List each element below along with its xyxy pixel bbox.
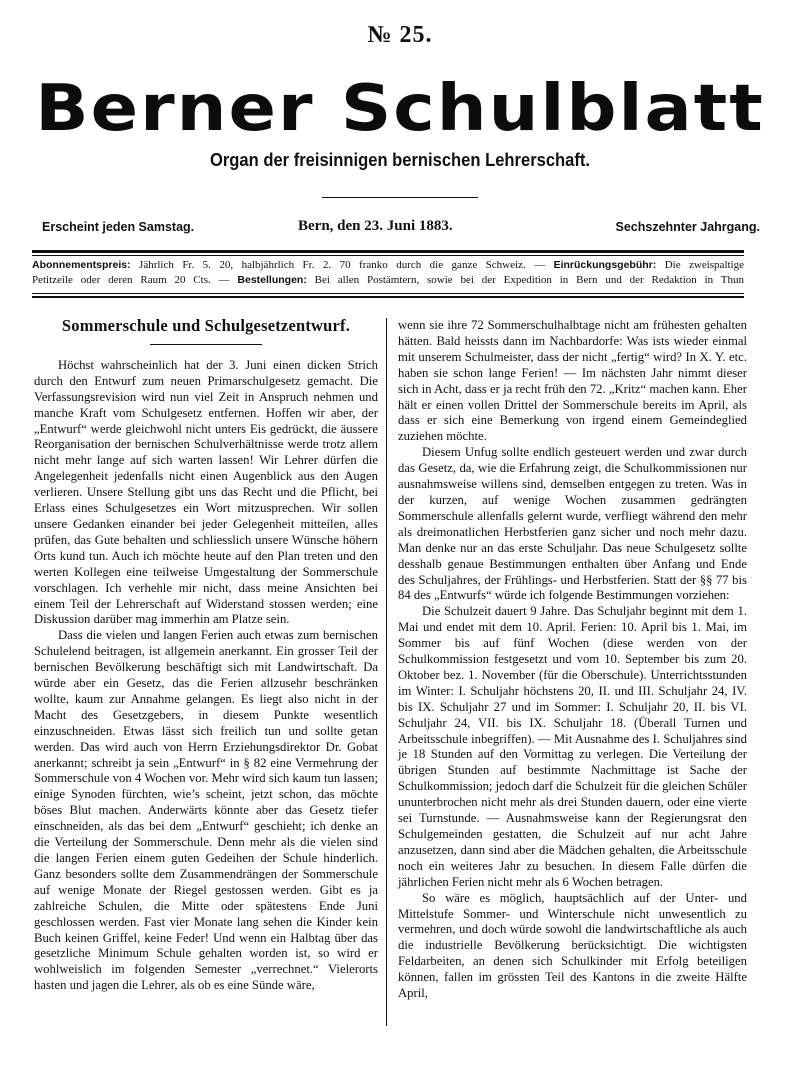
article-title: Sommerschule und Schulgesetzentwurf. <box>61 316 351 335</box>
article-paragraph: Dass die vielen und langen Ferien auch etwas zum bernischen Schulelend beitragen, ist allgemein anerkannt. Ein grosser Teil der bernischen Bevölkerung beschäftigt sich mit Landwirtschaft. Da würde aber ein Gesetz, das die Ferien allzusehr beschränken wollte, kaum zur Annahme gelangen. Es liegt also nicht in der Macht des Gesetzgebers, in diesem Punkte wesentlich einzuschneiden. Etwas lässt sich freilich tun und sollte getan werden. Das wird auch von Herrn Erziehungsdirektor Dr. Gobat anerkannt; schreibt ja sein „Entwurf“ in § 82 eine Vermehrung der Sommerschule von 4 Wochen vor. Mehr wird sich kaum tun lassen; einige Synoden fürchten, wie’s scheint, jetzt schon, das möchte böses Blut machen. Anderwärts könnte aber das Gesetz tiefer einschneiden, als das bei dem „Entwurf“ geschieht; ich denke an die Verteilung der Sommerschule. Denn mehr als die vielen sind die langen Ferien einem guten Gedeihen der Schule hinderlich. Ganz besonders sollte dem Zusammendrängen der Sommerschule auf wenige Monate der Riegel gestossen werden. Gibt es ja zahlreiche Schulen, die Mitte oder spätestens Ende Juni geschlossen werden. Fast vier Monate lang sehen die Kinder kein Buch keinen Griffel, keine Feder! Und wenn ein Halbtag über das gesetzliche Minimum Schule gehalten worden ist, so wird er wohlweislich im folgenden Semester „verrechnet.“ Vielerorts hasten und jagen die Lehrer, als ob es eine Sünde wäre, <box>34 628 378 993</box>
article-paragraph: Höchst wahrscheinlich hat der 3. Juni einen dicken Strich durch den Entwurf zum neuen Primarschulgesetz gemacht. Die Verfassungsrevision wird nun viel Zeit in Anspruch nehmen und manche Kraft vom Schulgesetz entfernen. Hoffen wir aber, der „Entwurf“ werde gleichwohl nicht unters Eis gedrückt, die äussere Reorganisation der bernischen Schulverhältnisse werde trotz allem nicht mehr lange auf sich warten lassen! Wir Lehrer dürfen die Angelegenheit jedenfalls nicht einen Augenblick aus den Augen verlieren. Unsere Stellung gibt uns das Recht und die Pflicht, bei Erlass eines Schulgesetzes ein Wort mitzusprechen. Wir sollen unsere Gedanken einander bei jeder Gelegenheit mitteilen, alles prüfen, das Gute behalten und schliesslich unsere Wünsche höhern Orts kund tun. Auch ich möchte heute auf den Plan treten und den werten Kollegen eine teilweise Umgestaltung der Sommerschule vorschlagen. Ich verhehle mir nicht, dass meine Ansichten bei einem Teil der Lehrerschaft auf Widerstand stossen werden; eine Diskussion darüber mag immerhin am Platze sein. <box>34 357 378 627</box>
subscription-line-2 <box>32 273 744 288</box>
einrueckung-label: Einrückungsgebühr: <box>553 259 657 271</box>
subscription-notice <box>32 258 744 288</box>
article-paragraph: wenn sie ihre 72 Sommerschulhalbtage nicht am frühesten gehalten hätten. Bald heissts dann im Nachbardorfe: Was ists wieder einmal mit unserem Schulmeister, dass der nicht „fertig“ wird? In X. Y. etc. haben sie schon lange Ferien! — Im nächsten Jahr nimmt dieser sich in Acht, dass er ja recht früh den 72. „Kritz“ machen kann. Eher hält er einen vollen Drittel der Sommerschule bereits im April, als dass er sich eine Bemerkung von irgend einem Gemeindeglied zuziehen möchte. <box>398 318 747 444</box>
abonnement-text: Jährlich Fr. 5. 20, halbjährlich Fr. 2. 70 franko durch die ganze Schweiz. — <box>130 259 554 271</box>
subscription-line-1 <box>32 258 744 273</box>
issue-number: № 25. <box>367 22 433 48</box>
article-title-rule <box>150 344 262 345</box>
column-divider <box>386 318 387 1026</box>
einrueckung-text: Die zweispaltige <box>656 259 744 271</box>
header-rule-thin <box>32 255 744 256</box>
article-paragraph: Die Schulzeit dauert 9 Jahre. Das Schuljahr beginnt mit dem 1. Mai und endet mit dem 10. April. Ferien: 10. April bis 1. Mai, im Sommer bis auf fünf Wochen (diese werden von der Schulkommission festgesetzt und vom 10. September bis zum 20. Oktober bez. 1. November (für die Oberschule). Unterrichtsstunden im Winter: I. Schuljahr höchstens 20, II. und III. Schuljahr 24, IV. bis IX. Schuljahr 27 und im Sommer: I. Schuljahr 20, II. bis VI. Schuljahr 24, VII. bis IX. Schuljahr 18. (Überall Turnen und Arbeitsschule inbegriffen). — Mit Ausnahme des I. Schuljahres sind je 18 Stunden auf den Vormittag zu verlegen. Die Verteilung der übrigen Stunden auf bestimmte Nachmittage ist Sache der Schulkommission; jedoch darf die Schulzeit für die gleichen Schüler ununterbrochen nicht mehr als drei Stunden dauern, oder eine vierte sei Turnstunde. — Ausnahmsweise kann der Regierungsrat den Schulgemeinden gestatten, die Schulzeit auf nur acht Jahre anzusetzen, dann sind aber die Mädchen gehalten, die Arbeitsschule noch ein weiteres Jahr zu besuchen. In diesem Falle dürfen die jährlichen Ferien nicht mehr als 6 Wochen betragen. <box>398 604 747 889</box>
subscription-rule-thick <box>32 296 744 298</box>
header-rule-thick <box>32 250 744 253</box>
bestellungen-label: Bestellungen: <box>237 274 307 286</box>
subscription-rule-thin <box>32 293 744 294</box>
petitzeile-text: Petitzeile oder deren Raum 20 Cts. — <box>32 274 238 286</box>
issue-date: Bern, den 23. Juni 1883. <box>298 218 453 234</box>
newspaper-title: Berner Schulblatt <box>35 70 765 146</box>
abonnement-label: Abonnementspreis: <box>32 259 131 271</box>
volume-year: Sechszehnter Jahrgang. <box>615 220 760 234</box>
bestellungen-text: Bei allen Postämtern, sowie bei der Expedition in Bern und der Redaktion in Thun <box>306 274 744 286</box>
publication-frequency: Erscheint jeden Samstag. <box>42 220 195 234</box>
info-bar <box>40 218 760 238</box>
article-left-column <box>34 318 378 994</box>
title-divider <box>322 197 478 198</box>
newspaper-subtitle: Organ der freisinnigen bernischen Lehrerschaft. <box>209 150 591 170</box>
article-right-column <box>398 318 747 1002</box>
article-paragraph: Diesem Unfug sollte endlich gesteuert werden und zwar durch das Gesetz, da, wie die Erfahrung zeigt, die Schulkommissionen nur ausnahmsweise willens sind, demselben entgegen zu treten. Was in der kurzen, auf wenige Wochen zusammen gedrängten Sommerschule allenfalls gelernt wurde, verfliegt während den mehr als dreimonatlichen Herbstferien ganz sicher und noch mehr dazu. Man denke nur an das erste Schuljahr. Das neue Schulgesetz sollte desshalb genaue Bestimmungen enthalten über Anfang und Ende des Schuljahres, der Frühlings- und Herbstferien. Statt der §§ 77 bis 84 des „Entwurfs“ würde ich folgende Bestimmungen vorziehen: <box>398 445 747 603</box>
article-paragraph: So wäre es möglich, hauptsächlich auf der Unter- und Mittelstufe Sommer- und Winterschule nicht unwesentlich zu vermehren, und doch würde sowohl die landwirtschaftliche als auch die industrielle Bevölkerung berücksichtigt. Die wichtigsten Feldarbeiten, an denen sich Schulkinder mit Erfolg beteiligen können, fallen im grössten Teil des Kantons in die zweite Hälfte April, <box>398 890 747 1001</box>
